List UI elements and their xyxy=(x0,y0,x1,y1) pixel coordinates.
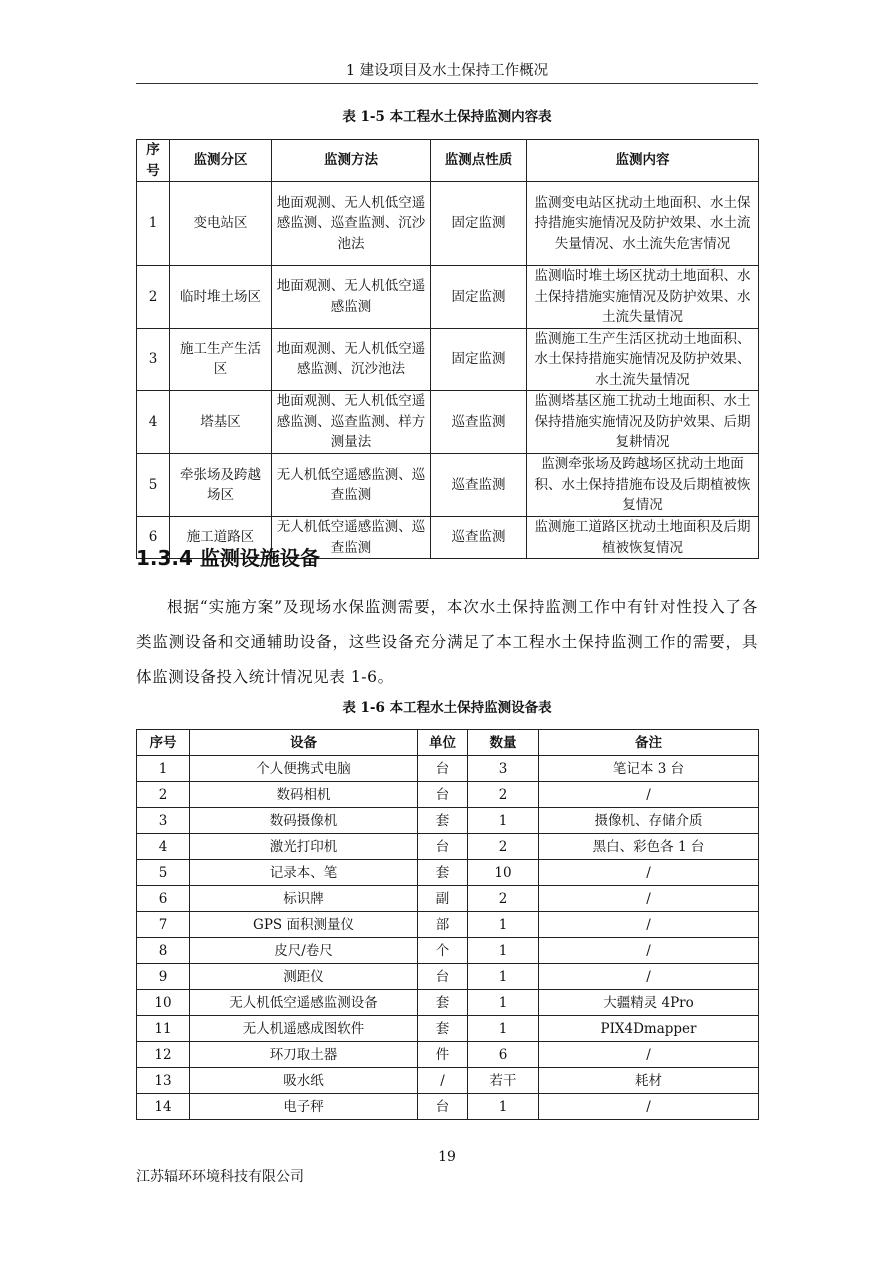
cell: 黑白、彩色各 1 台 xyxy=(539,834,759,860)
table-row xyxy=(137,938,759,964)
cell: 5 xyxy=(137,860,190,886)
cell: 2 xyxy=(137,266,170,329)
monitoring-content-table xyxy=(136,139,759,559)
cell: 无人机低空遥感监测、巡查监测 xyxy=(272,517,431,559)
page-number: 19 xyxy=(438,1149,456,1165)
cell: 5 xyxy=(137,454,170,517)
cell: 8 xyxy=(137,938,190,964)
cell: / xyxy=(539,782,759,808)
cell: 临时堆土场区 xyxy=(170,266,272,329)
cell: 7 xyxy=(137,912,190,938)
cell: 4 xyxy=(137,391,170,454)
cell: 11 xyxy=(137,1016,190,1042)
cell: 套 xyxy=(418,1016,468,1042)
table-row xyxy=(137,328,759,391)
cell: 地面观测、无人机低空遥感监测、沉沙池法 xyxy=(272,328,431,391)
table-row xyxy=(137,990,759,1016)
cell: 13 xyxy=(137,1068,190,1094)
cell: 3 xyxy=(137,328,170,391)
cell: 巡查监测 xyxy=(431,517,527,559)
table-1-5-caption: 表 1-5 本工程水土保持监测内容表 xyxy=(342,109,552,125)
cell: 台 xyxy=(418,1094,468,1120)
table-header-row xyxy=(137,140,759,182)
cell: 1 xyxy=(137,182,170,266)
table-row xyxy=(137,1016,759,1042)
header-rule xyxy=(136,83,758,84)
cell: 测距仪 xyxy=(190,964,418,990)
cell: 巡查监测 xyxy=(431,454,527,517)
table-row xyxy=(137,454,759,517)
cell: 1 xyxy=(468,808,539,834)
cell: / xyxy=(539,938,759,964)
cell: 牵张场及跨越场区 xyxy=(170,454,272,517)
header-cell: 监测分区 xyxy=(170,140,272,182)
body-paragraph: 根据“实施方案”及现场水保监测需要，本次水土保持监测工作中有针对性投入了各类监测设备和交通辅助设备，这些设备充分满足了本工程水土保持监测工作的需要，具体监测设备投入统计情况见表 1-6。 xyxy=(136,598,758,686)
cell: 1 xyxy=(468,1016,539,1042)
cell: 耗材 xyxy=(539,1068,759,1094)
cell: 数码摄像机 xyxy=(190,808,418,834)
cell: 2 xyxy=(468,782,539,808)
cell: 电子秤 xyxy=(190,1094,418,1120)
table-row xyxy=(137,182,759,266)
cell: 监测施工道路区扰动土地面积及后期植被恢复情况 xyxy=(527,517,759,559)
cell: 地面观测、无人机低空遥感监测、巡查监测、沉沙池法 xyxy=(272,182,431,266)
table-row xyxy=(137,834,759,860)
cell: 2 xyxy=(137,782,190,808)
table-row xyxy=(137,964,759,990)
header-cell: 监测内容 xyxy=(527,140,759,182)
table-row xyxy=(137,912,759,938)
cell: 副 xyxy=(418,886,468,912)
cell: 1 xyxy=(137,756,190,782)
cell: 皮尺/卷尺 xyxy=(190,938,418,964)
cell: 4 xyxy=(137,834,190,860)
table-row xyxy=(137,1068,759,1094)
table-row xyxy=(137,266,759,329)
cell: 施工道路区 xyxy=(170,517,272,559)
cell: 1 xyxy=(468,964,539,990)
cell: / xyxy=(539,860,759,886)
cell: PIX4Dmapper xyxy=(539,1016,759,1042)
cell: 12 xyxy=(137,1042,190,1068)
cell: GPS 面积测量仪 xyxy=(190,912,418,938)
table-row xyxy=(137,756,759,782)
cell: 无人机低空遥感监测、巡查监测 xyxy=(272,454,431,517)
cell: 1 xyxy=(468,938,539,964)
header-cell: 设备 xyxy=(190,730,418,756)
cell: 2 xyxy=(468,886,539,912)
cell: 6 xyxy=(137,517,170,559)
cell: 件 xyxy=(418,1042,468,1068)
cell: 若干 xyxy=(468,1068,539,1094)
cell: 监测施工生产生活区扰动土地面积、水土保持措施实施情况及防护效果、水土流失量情况 xyxy=(527,328,759,391)
cell: 台 xyxy=(418,834,468,860)
cell: 14 xyxy=(137,1094,190,1120)
cell: 塔基区 xyxy=(170,391,272,454)
cell: 标识牌 xyxy=(190,886,418,912)
cell: 个人便携式电脑 xyxy=(190,756,418,782)
cell: 9 xyxy=(137,964,190,990)
cell: / xyxy=(539,1042,759,1068)
table-1-6-caption: 表 1-6 本工程水土保持监测设备表 xyxy=(342,700,552,716)
header-cell: 数量 xyxy=(468,730,539,756)
header-cell: 序号 xyxy=(137,140,170,182)
monitoring-equipment-table xyxy=(136,729,759,1120)
cell: / xyxy=(539,886,759,912)
cell: / xyxy=(539,964,759,990)
header-cell: 备注 xyxy=(539,730,759,756)
table-row xyxy=(137,391,759,454)
cell: / xyxy=(418,1068,468,1094)
cell: 1 xyxy=(468,1094,539,1120)
cell: 监测牵张场及跨越场区扰动土地面积、水土保持措施布设及后期植被恢复情况 xyxy=(527,454,759,517)
table-row xyxy=(137,886,759,912)
cell: 10 xyxy=(137,990,190,1016)
header-cell: 监测点性质 xyxy=(431,140,527,182)
cell: 部 xyxy=(418,912,468,938)
cell: 台 xyxy=(418,756,468,782)
cell: 6 xyxy=(137,886,190,912)
cell: 环刀取土器 xyxy=(190,1042,418,1068)
cell: 1 xyxy=(468,912,539,938)
table-row xyxy=(137,782,759,808)
cell: 监测临时堆土场区扰动土地面积、水土保持措施实施情况及防护效果、水土流失量情况 xyxy=(527,266,759,329)
cell: 3 xyxy=(468,756,539,782)
cell: 套 xyxy=(418,860,468,886)
cell: 固定监测 xyxy=(431,266,527,329)
cell: 巡查监测 xyxy=(431,391,527,454)
cell: / xyxy=(539,912,759,938)
cell: 大疆精灵 4Pro xyxy=(539,990,759,1016)
cell: 无人机低空遥感监测设备 xyxy=(190,990,418,1016)
table-row xyxy=(137,808,759,834)
header-cell: 序号 xyxy=(137,730,190,756)
cell: 2 xyxy=(468,834,539,860)
cell: 6 xyxy=(468,1042,539,1068)
cell: 个 xyxy=(418,938,468,964)
table-header-row xyxy=(137,730,759,756)
section-title: 1.3.4 监测设施设备 xyxy=(136,546,320,570)
cell: 固定监测 xyxy=(431,328,527,391)
cell: 3 xyxy=(137,808,190,834)
cell: 笔记本 3 台 xyxy=(539,756,759,782)
cell: 摄像机、存储介质 xyxy=(539,808,759,834)
page-header: 1 建设项目及水土保持工作概况 xyxy=(345,63,549,79)
cell: 施工生产生活区 xyxy=(170,328,272,391)
cell: 数码相机 xyxy=(190,782,418,808)
header-cell: 监测方法 xyxy=(272,140,431,182)
cell: 无人机遥感成图软件 xyxy=(190,1016,418,1042)
cell: 固定监测 xyxy=(431,182,527,266)
cell: 台 xyxy=(418,782,468,808)
cell: 激光打印机 xyxy=(190,834,418,860)
cell: 吸水纸 xyxy=(190,1068,418,1094)
cell: 监测塔基区施工扰动土地面积、水土保持措施实施情况及防护效果、后期复耕情况 xyxy=(527,391,759,454)
cell: 地面观测、无人机低空遥感监测、巡查监测、样方测量法 xyxy=(272,391,431,454)
cell: 地面观测、无人机低空遥感监测 xyxy=(272,266,431,329)
cell: 台 xyxy=(418,964,468,990)
table-row xyxy=(137,860,759,886)
cell: 10 xyxy=(468,860,539,886)
cell: / xyxy=(539,1094,759,1120)
cell: 1 xyxy=(468,990,539,1016)
cell: 变电站区 xyxy=(170,182,272,266)
cell: 记录本、笔 xyxy=(190,860,418,886)
cell: 套 xyxy=(418,990,468,1016)
cell: 套 xyxy=(418,808,468,834)
header-cell: 单位 xyxy=(418,730,468,756)
table-row xyxy=(137,1094,759,1120)
cell: 监测变电站区扰动土地面积、水土保持措施实施情况及防护效果、水土流失量情况、水土流失危害情况 xyxy=(527,182,759,266)
footer-company: 江苏辐环环境科技有限公司 xyxy=(136,1169,304,1185)
table-row xyxy=(137,1042,759,1068)
